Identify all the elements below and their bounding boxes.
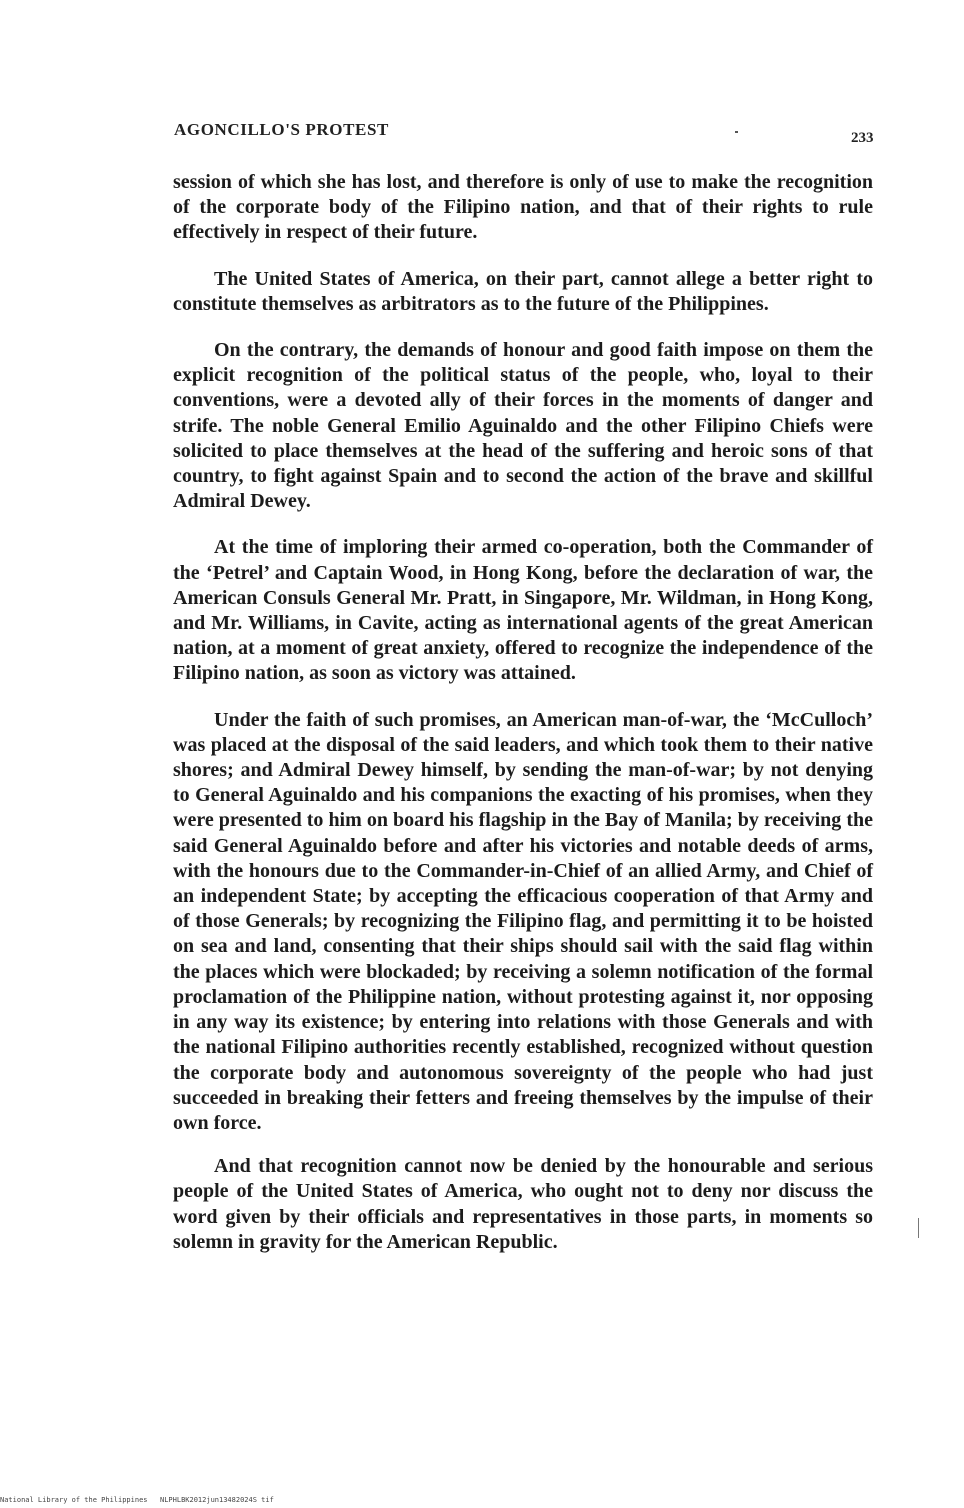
paragraph-united-states-right: The United States of America, on their part, cannot allege a better right to constitute themselves as arbitrators as to the future of the Philippines.	[173, 267, 873, 315]
footer-library-name: National Library of the Philippines	[0, 1496, 148, 1504]
page-number: 233	[851, 130, 874, 146]
paragraph-armed-cooperation: At the time of imploring their armed co-operation, both the Commander of the ‘Petrel’ and Captain Wood, in Hong Kong, before the declaration of war, the American Consuls General Mr. Pratt, in Singapore, Mr. Wildman, in Hong Kong, and Mr. Williams, in Cavite, acting as international agents of the great American nation, at a moment of great anxiety, offered to recognize the independence of the Filipino nation, as soon as victory was attained.	[173, 536, 873, 685]
paragraph-continuation: session of which she has lost, and therefore is only of use to make the recognition of the corporate body of the Filipino nation, and that of their rights to rule effectively in respect of their future.	[173, 171, 873, 244]
paragraph-faith-of-promises: Under the faith of such promises, an American man-of-war, the ‘McCulloch’ was placed at the disposal of the said leaders, and which took them to their native shores; and Admiral Dewey himself, by sending the man-of-war; by not denying to General Aguinaldo and his companions the exacting of his promises, when they were presented to him on board his flagship in the Bay of Manila; by receiving the said General Aguinaldo before and after his victories and notable deeds of arms, with the honours due to the Commander-in-Chief of an allied Army, and Chief of an independent State; by accepting the efficacious cooperation of that Army and of those Generals; by recognizing the Filipino flag, and permitting it to be hoisted on sea and land, consenting that their ships should sail with the said flag within the places which were blockaded; by receiving a solemn notification of the formal proclamation of the Philippine nation, without protesting against it, nor opposing in any way its existence; by entering into relations with those Generals and with the national Filipino authorities recently established, recognized without question the corporate body and autonomous sovereignty of the people who had just succeeded in breaking their fetters and freeing themselves by the impulse of their own force.	[173, 708, 873, 1134]
body-text	[173, 170, 873, 1255]
paragraph-honour-good-faith: On the contrary, the demands of honour and good faith impose on them the explicit recognition of the political status of the people, who, loyal to their conventions, were a devoted ally of their forces in the moments of danger and strife. The noble General Emilio Aguinaldo and the other Filipino Chiefs were solicited to place themselves at the head of the suffering and heroic sons of that country, to fight against Spain and to second the action of the brave and skillful Admiral Dewey.	[173, 339, 873, 513]
running-title: AGONCILLO'S PROTEST	[174, 120, 389, 139]
scan-speck	[735, 131, 738, 133]
paragraph-recognition-cannot-be-denied: And that recognition cannot now be denied by the honourable and serious people of the United States of America, who ought not to deny nor discuss the word given by their officials and representatives in those parts, in moments so solemn in gravity for the American Republic.	[173, 1155, 873, 1253]
scan-margin-mark	[918, 1218, 919, 1238]
footer-file-id: NLPHLBK2012jun13482024S tif	[160, 1496, 274, 1504]
